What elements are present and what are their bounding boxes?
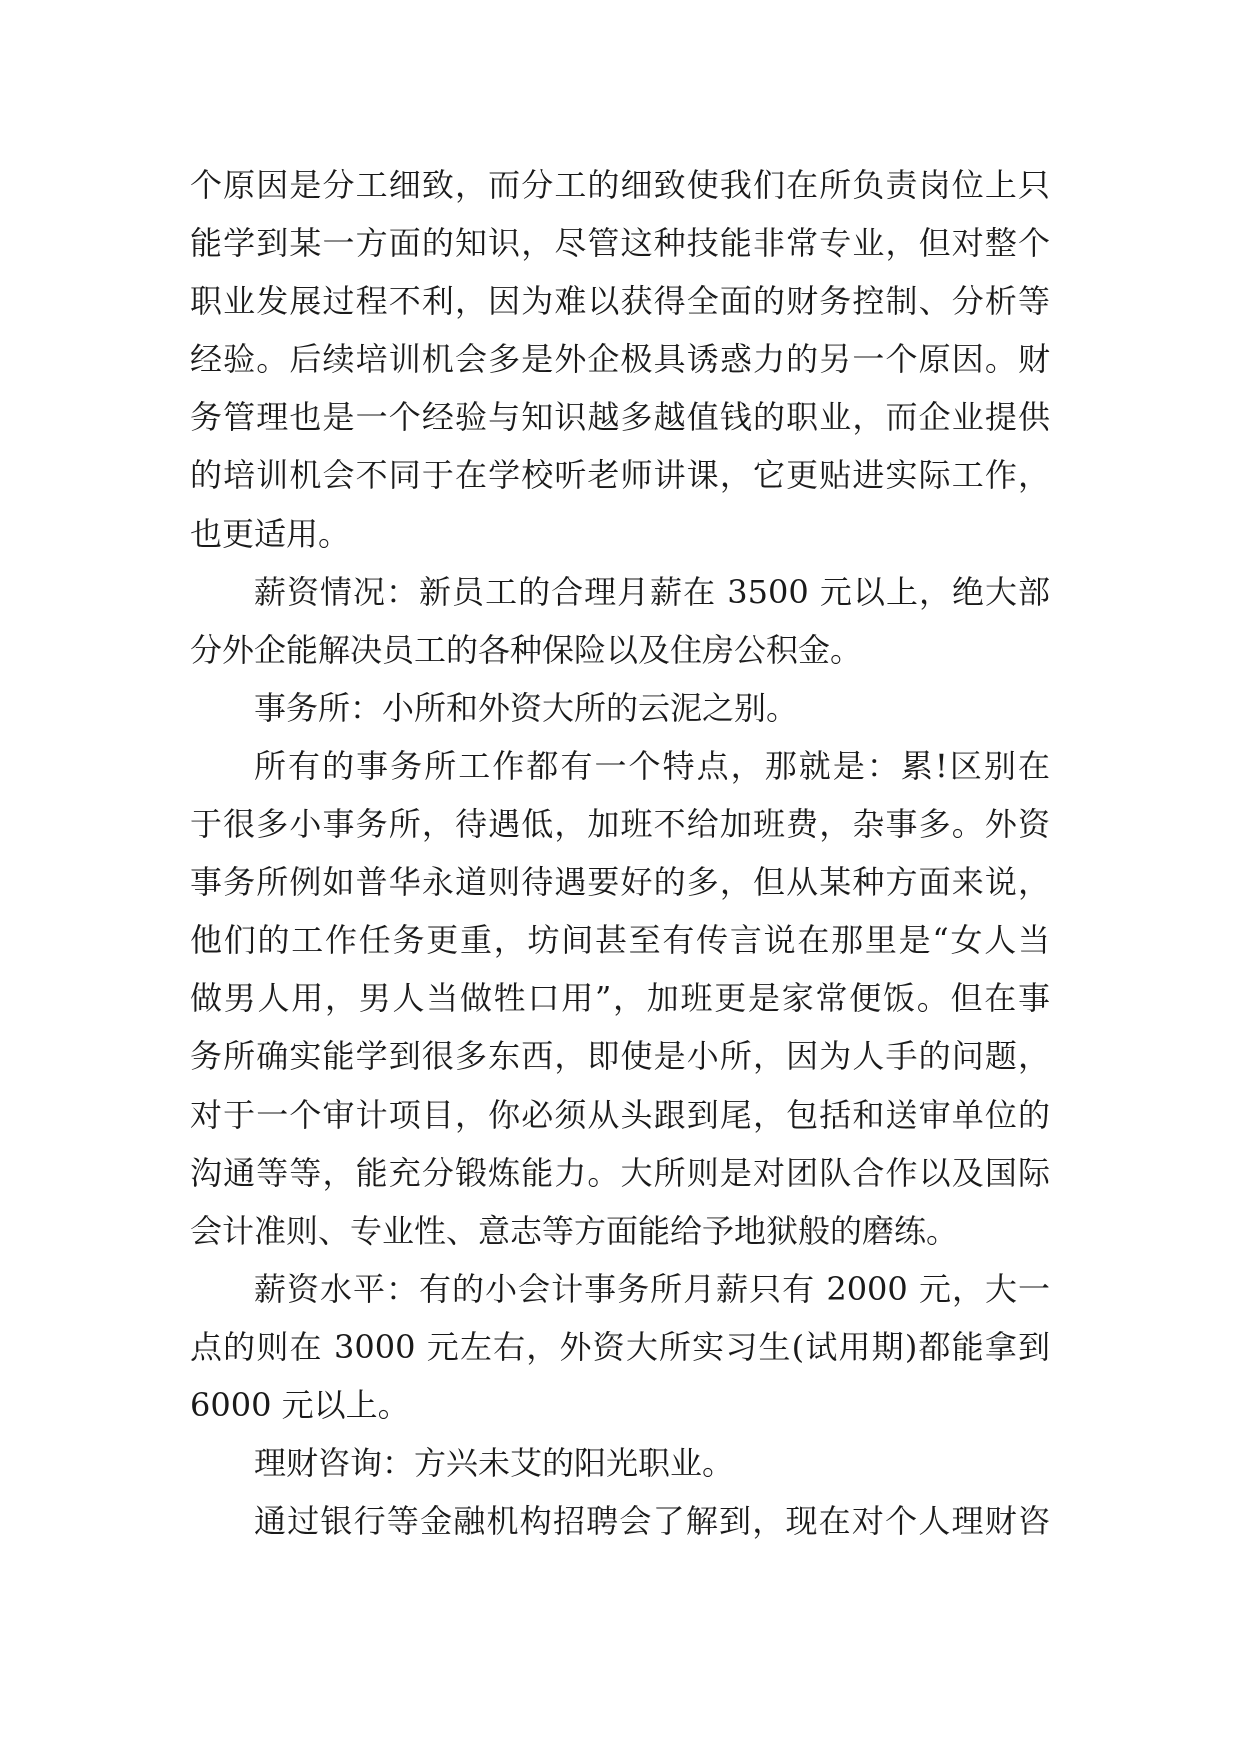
text-line: 所有的事务所工作都有一个特点，那就是：累!区别在: [254, 746, 1050, 785]
text-line: 薪资水平：有的小会计事务所月薪只有 2000 元，大一: [254, 1269, 1050, 1308]
text-line: 务所确实能学到很多东西，即使是小所，因为人手的问题，: [190, 1037, 1050, 1076]
text-line: 点的则在 3000 元左右，外资大所实习生(试用期)都能拿到: [190, 1327, 1050, 1366]
text-line: 于很多小事务所，待遇低，加班不给加班费，杂事多。外资: [190, 805, 1050, 844]
text-line: 分外企能解决员工的各种保险以及住房公积金。: [190, 630, 863, 669]
text-line: 沟通等等，能充分锻炼能力。大所则是对团队合作以及国际: [190, 1153, 1050, 1192]
text-line: 通过银行等金融机构招聘会了解到，现在对个人理财咨: [254, 1502, 1050, 1541]
document-body: [190, 156, 1050, 1550]
text-line: 经验。后续培训机会多是外企极具诱惑力的另一个原因。财: [190, 340, 1050, 379]
text-line: 他们的工作任务更重，坊间甚至有传言说在那里是“女人当: [190, 921, 1050, 960]
text-line: 的培训机会不同于在学校听老师讲课，它更贴进实际工作，: [190, 456, 1050, 495]
text-line: 事务所例如普华永道则待遇要好的多，但从某种方面来说，: [190, 863, 1050, 902]
text-line: 会计准则、专业性、意志等方面能给予地狱般的磨练。: [190, 1211, 959, 1250]
text-line: 理财咨询：方兴未艾的阳光职业。: [254, 1444, 735, 1483]
text-line: 能学到某一方面的知识，尽管这种技能非常专业，但对整个: [190, 224, 1050, 263]
text-line: 6000 元以上。: [190, 1385, 410, 1424]
text-line: 事务所：小所和外资大所的云泥之别。: [254, 688, 799, 727]
text-line: 职业发展过程不利，因为难以获得全面的财务控制、分析等: [190, 282, 1050, 321]
text-line: 薪资情况：新员工的合理月薪在 3500 元以上，绝大部: [254, 572, 1050, 611]
text-line: 对于一个审计项目，你必须从头跟到尾，包括和送审单位的: [190, 1095, 1050, 1134]
text-line: 做男人用，男人当做牲口用”，加班更是家常便饭。但在事: [190, 979, 1050, 1018]
text-line: 务管理也是一个经验与知识越多越值钱的职业，而企业提供: [190, 398, 1050, 437]
text-line: 个原因是分工细致，而分工的细致使我们在所负责岗位上只: [190, 166, 1050, 204]
text-line: 也更适用。: [190, 514, 351, 553]
